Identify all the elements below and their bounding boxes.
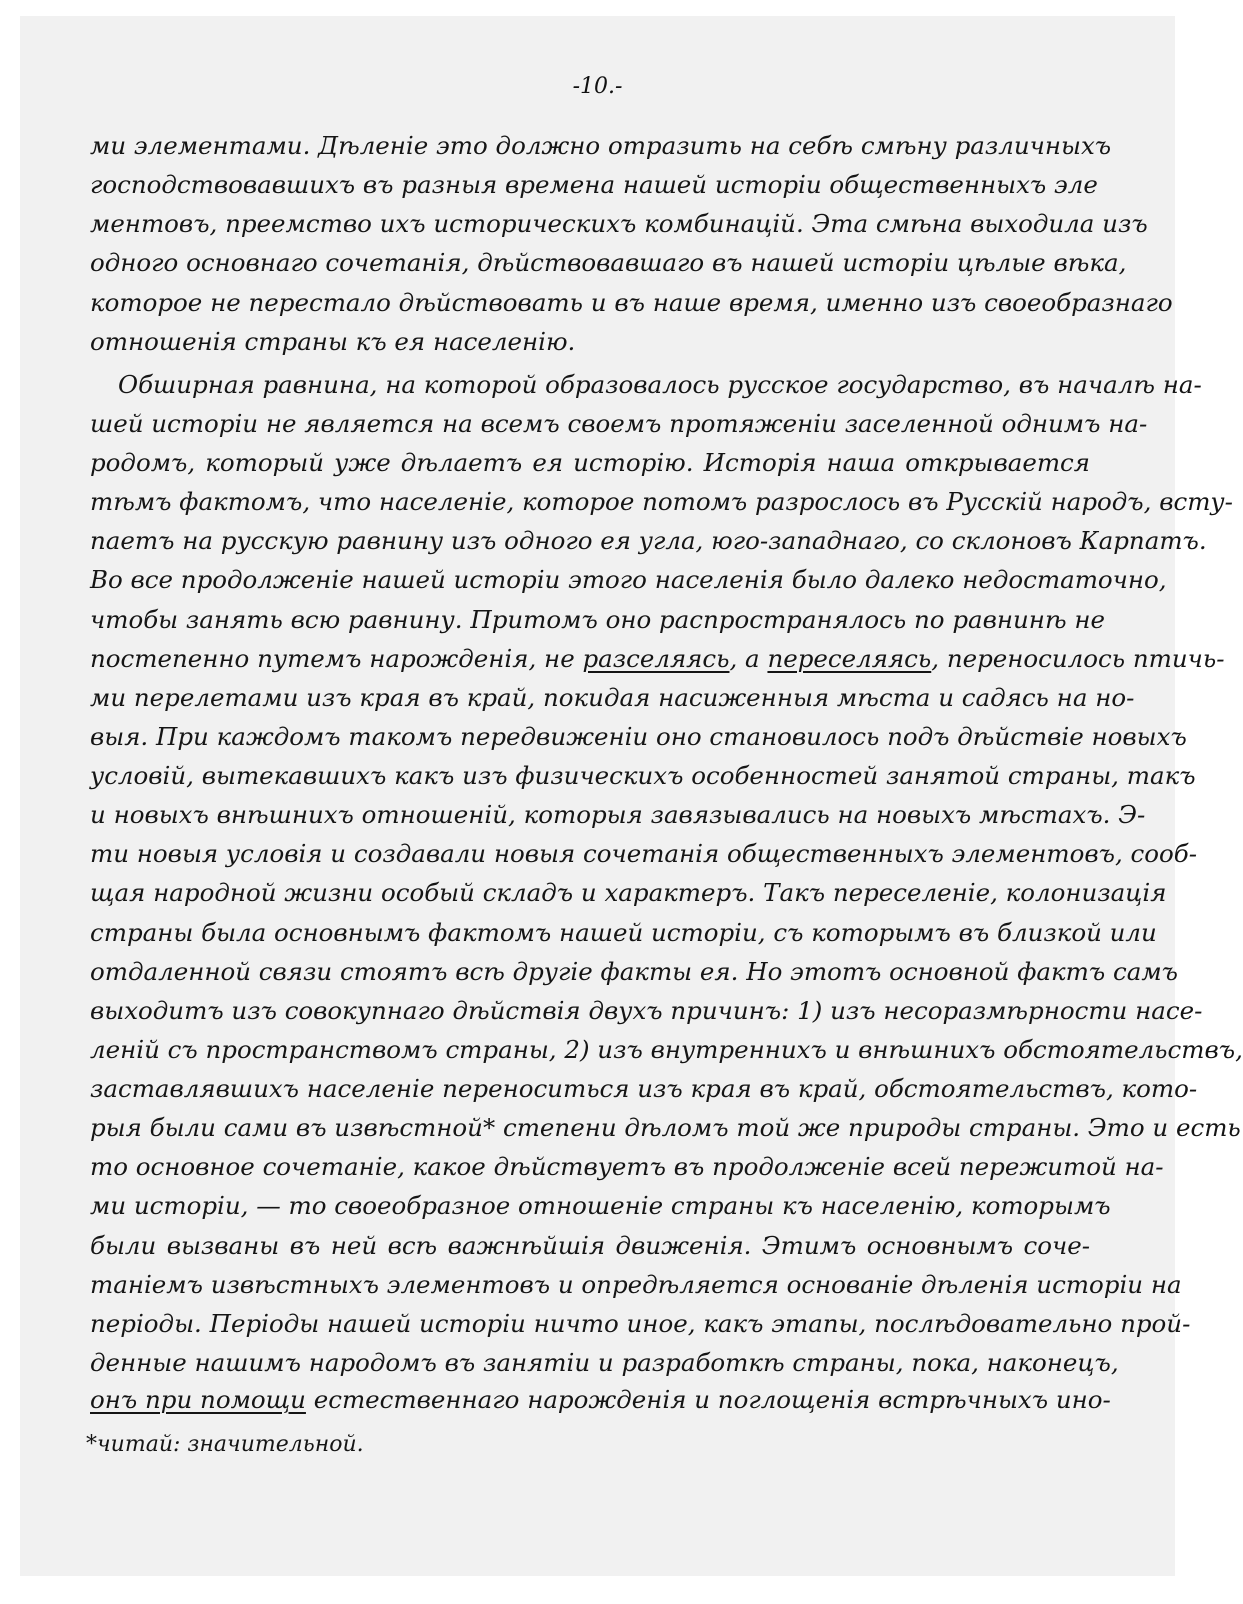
text-line: таніемъ извѣстныхъ элементовъ и опредѣляется основаніе дѣленія исторіи на (90, 1269, 1182, 1299)
text-line: постепенно путемъ нарожденія, не разселяясь, а переселяясь, переносилось птичь- (90, 643, 1225, 673)
text-line: онъ при помощи естественнаго нарожденія и поглощенія встрѣчныхъ ино- (90, 1385, 1111, 1414)
text-line: одного основнаго сочетанія, дѣйствовавшаго въ нашей исторіи цѣлые вѣка, (90, 248, 1127, 278)
text-line: господствовавшихъ въ разныя времена нашей исторіи общественныхъ эле (90, 170, 1098, 200)
footnote: *читай: значительной. (86, 1432, 364, 1457)
text-line: ментовъ, преемство ихъ историческихъ комбинацій. Эта смѣна выходила изъ (90, 209, 1148, 239)
text-line: ти новыя условія и создавали новыя сочетанія общественныхъ элементовъ, сооб- (90, 839, 1197, 869)
text-line: отдаленной связи стоятъ всѣ другіе факты ея. Но этотъ основной фактъ самъ (90, 956, 1178, 986)
text-line: щая народной жизни особый складъ и характеръ. Такъ переселеніе, колонизація (90, 878, 1167, 908)
text-line: родомъ, который уже дѣлаетъ ея исторію. Исторія наша открывается (90, 448, 1090, 477)
text-line: выходитъ изъ совокупнаго дѣйствія двухъ причинъ: 1) изъ несоразмѣрности насе- (90, 995, 1203, 1025)
text-line: ми элементами. Дѣленіе это должно отразить на себѣ смѣну различныхъ (90, 131, 1112, 160)
text-line: были вызваны въ ней всѣ важнѣйшія движенія. Этимъ основнымъ соче- (90, 1230, 1090, 1260)
text-line: ми перелетами изъ края въ край, покидая насиженныя мѣста и садясь на но- (90, 682, 1135, 712)
text-line: чтобы занять всю равнину. Притомъ оно распространялось по равнинѣ не (90, 604, 1105, 634)
text-line: ми исторіи, — то своеобразное отношеніе страны къ населенію, которымъ (90, 1191, 1111, 1221)
text-line: паетъ на русскую равнину изъ одного ея угла, юго-западнаго, со склоновъ Карпатъ. (90, 526, 1207, 556)
underlined-word: разселяясь (582, 643, 730, 673)
text-line: заставлявшихъ населеніе переноситься изъ края въ край, обстоятельствъ, кото- (90, 1074, 1198, 1103)
text-line: леній съ пространствомъ страны, 2) изъ внутреннихъ и внѣшнихъ обстоятельствъ, (90, 1034, 1243, 1064)
underlined-word: переселяясь (767, 643, 932, 673)
text-line: Во все продолженіе нашей исторіи этого населенія было далеко недостаточно, (90, 565, 1167, 595)
text-line: страны была основнымъ фактомъ нашей исторіи, съ которымъ въ близкой или (90, 917, 1157, 947)
page-number: -10.- (572, 74, 623, 99)
text-line: рыя были сами въ извѣстной* степени дѣломъ той же природы страны. Это и есть (90, 1113, 1241, 1143)
text-line: тѣмъ фактомъ, что населеніе, которое потомъ разрослось въ Русскій народъ, всту- (90, 487, 1233, 517)
text-line: денные нашимъ народомъ въ занятіи и разработкѣ страны, пока, наконецъ, (90, 1347, 1119, 1377)
underlined-word: онъ при помощи (90, 1385, 306, 1414)
manuscript-page (20, 16, 1243, 1576)
text-line: выя. При каждомъ такомъ передвиженіи оно становилось подъ дѣйствіе новыхъ (90, 721, 1187, 751)
handwritten-text-body (20, 16, 1243, 1576)
text-line: и новыхъ внѣшнихъ отношеній, которыя завязывались на новыхъ мѣстахъ. Э- (90, 800, 1146, 830)
text-line: шей исторіи не является на всемъ своемъ протяженіи заселенной однимъ на- (90, 408, 1148, 438)
text-line: періоды. Періоды нашей исторіи ничто иное, какъ этапы, послѣдовательно прой- (90, 1308, 1191, 1338)
text-line: отношенія страны къ ея населенію. (90, 326, 576, 356)
text-line: то основное сочетаніе, какое дѣйствуетъ въ продолженіе всей пережитой на- (90, 1152, 1164, 1182)
text-line: условій, вытекавшихъ какъ изъ физическихъ особенностей занятой страны, такъ (90, 761, 1196, 790)
text-line: Обширная равнина, на которой образовалось русское государство, въ началѣ на- (118, 369, 1202, 399)
text-line: которое не перестало дѣйствовать и въ наше время, именно изъ своеобразнаго (90, 287, 1173, 317)
